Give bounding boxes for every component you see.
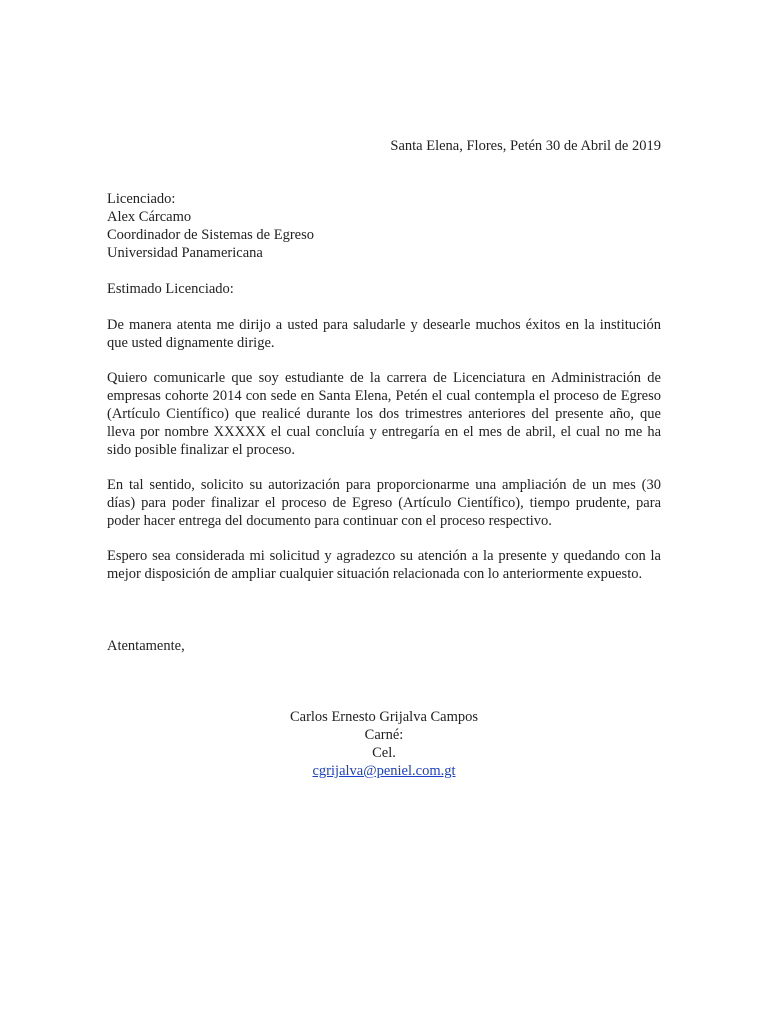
recipient-position: Coordinador de Sistemas de Egreso	[107, 227, 314, 243]
body-paragraph-4: Espero sea considerada mi solicitud y agradezco su atención a la presente y quedando con la mejor disposición de ampliar cualquier situación relacionada con lo anteriormente expuesto.	[107, 548, 661, 582]
body-paragraph-1: De manera atenta me dirijo a usted para saludarle y desearle muchos éxitos en la institución que usted dignamente dirige.	[107, 317, 661, 351]
body-paragraph-3: En tal sentido, solicito su autorización para proporcionarme una ampliación de un mes (30 días) para poder finalizar el proceso de Egreso (Artículo Científico), tiempo prudente, para poder hacer entrega del documento para continuar con el proceso respectivo.	[107, 477, 661, 529]
salutation: Estimado Licenciado:	[107, 281, 234, 297]
signature-name: Carlos Ernesto Grijalva Campos	[289, 709, 479, 725]
body-paragraph-2: Quiero comunicarle que soy estudiante de la carrera de Licenciatura en Administración de empresas cohorte 2014 con sede en Santa Elena, Petén el cual contempla el proceso de Egreso (Artículo Científico) que realicé durante los dos trimestres anteriores del presente año, que lleva por nombre XXXXX el cual concluía y entregaría en el mes de abril, el cual no me ha sido posible finalizar el proceso.	[107, 370, 661, 458]
recipient-name: Alex Cárcamo	[107, 209, 192, 225]
signature-block	[234, 708, 534, 780]
signature-cel: Cel.	[372, 745, 396, 761]
email-link[interactable]: cgrijalva@peniel.com.gt	[312, 763, 456, 779]
recipient-title: Licenciado:	[107, 191, 176, 207]
closing: Atentamente,	[107, 638, 185, 654]
place-date: Santa Elena, Flores, Petén 30 de Abril de 2019	[390, 138, 661, 154]
recipient-block	[107, 190, 314, 262]
recipient-institution: Universidad Panamericana	[107, 245, 263, 261]
signature-carne: Carné:	[364, 727, 404, 743]
